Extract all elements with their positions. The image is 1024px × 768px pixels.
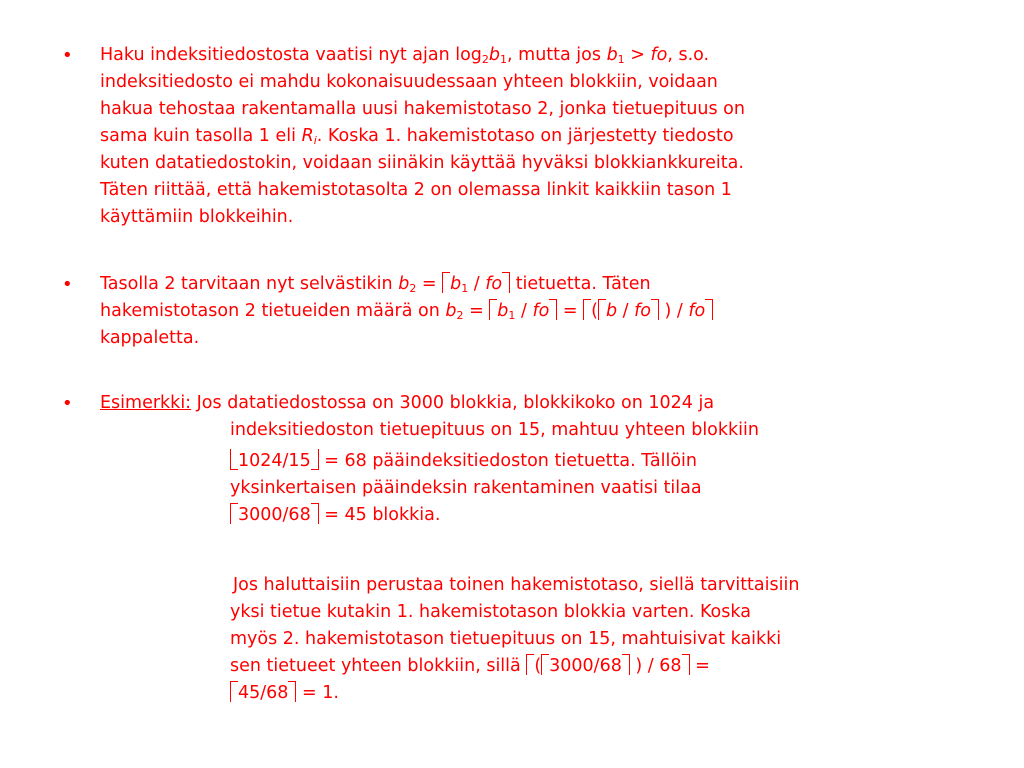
bullet-2-line-1 [100, 271, 980, 298]
bullet-1-line-3: hakua tehostaa rakentamalla uusi hakemistotaso 2, jonka tietuepituus on [100, 99, 745, 119]
text-segment: = 45 blokkia. [318, 505, 441, 525]
text-segment: sen tietueet yhteen blokkiin, sillä [230, 656, 527, 676]
math-var: fo [634, 301, 651, 321]
bullet-3-p2-line-2: yksi tietue kutakin 1. hakemistotason blokkia varten. Koska [230, 602, 751, 622]
bullet-3-p2-line-4 [230, 653, 990, 680]
subscript: 1 [617, 53, 625, 66]
math-var: b [606, 45, 618, 65]
ceil-right-bracket [549, 299, 557, 320]
ceil-left-bracket [442, 272, 450, 293]
subscript: 2 [456, 309, 464, 322]
bullet-marker: • [62, 45, 73, 66]
ceil-right-bracket [705, 299, 713, 320]
bullet-2-line-3: kappaletta. [100, 328, 200, 348]
text-segment: hakemistotason 2 tietueiden määrä on [100, 301, 446, 321]
text-segment: = 1. [296, 683, 339, 703]
example-label: Esimerkki: [100, 393, 192, 413]
bullet-1-line-2: indeksitiedosto ei mahdu kokonaisuudessaan yhteen blokkiin, voidaan [100, 72, 718, 92]
ceil-left-bracket [583, 299, 591, 320]
math-var: b [488, 45, 501, 65]
floor-right-bracket [311, 449, 319, 470]
ceil-right-bracket [288, 681, 296, 702]
text-segment: = [463, 301, 490, 321]
text-segment: ( [534, 656, 542, 676]
bullet-3-text [100, 390, 980, 703]
ceil-right-bracket [502, 272, 510, 293]
text-segment: Tasolla 2 tarvitaan nyt selvästikin [100, 274, 399, 294]
text-segment: = [416, 274, 443, 294]
bullet-marker: • [62, 393, 73, 414]
math-expr: 1024/15 [238, 451, 311, 471]
text-segment: / [515, 301, 533, 321]
bullet-1-line-7: käyttämiin blokkeihin. [100, 207, 294, 227]
ceil-left-bracket [598, 299, 606, 320]
subscript: i [313, 134, 317, 147]
bullet-2-line-2 [100, 298, 980, 325]
bullet-3-line-2: indeksitiedoston tietuepituus on 15, mahtuu yhteen blokkiin [230, 420, 759, 440]
ceil-left-bracket [230, 681, 238, 702]
ceil-right-bracket [311, 503, 319, 524]
subscript: 2 [409, 282, 417, 295]
bullet-3-p2-line-3: myös 2. hakemistotason tietuepituus on 15, mahtuisivat kaikki [230, 629, 782, 649]
math-var: b [450, 274, 462, 294]
text-segment: , s.o. [667, 45, 710, 65]
text-segment: Jos datatiedostossa on 3000 blokkia, blokkikoko on 1024 ja [191, 393, 715, 413]
bullet-3-line-5 [230, 502, 990, 529]
subscript: 2 [481, 53, 489, 66]
bullet-3-line-4: yksinkertaisen pääindeksin rakentaminen vaatisi tilaa [230, 478, 702, 498]
math-var: b [445, 301, 457, 321]
text-segment: / [468, 274, 486, 294]
bullet-3-p2-line-1: Jos haluttaisiin perustaa toinen hakemistotaso, siellä tarvittaisiin [233, 575, 800, 595]
text-segment: = [689, 656, 710, 676]
text-segment: sama kuin tasolla 1 eli [100, 126, 302, 146]
bullet-2-text [100, 271, 980, 352]
bullet-3-line-1 [100, 390, 980, 417]
text-segment: ( [591, 301, 598, 321]
math-var: b [398, 274, 410, 294]
bullet-1-line-4 [100, 123, 980, 150]
text-segment: Haku indeksitiedostosta vaatisi nyt ajan log [100, 45, 482, 65]
example-continuation [230, 417, 990, 529]
math-expr: 3000/68 [238, 505, 311, 525]
ceil-right-bracket [622, 654, 630, 675]
text-segment: , mutta jos [507, 45, 607, 65]
ceil-left-bracket [526, 654, 534, 675]
text-segment: = [557, 301, 584, 321]
bullet-1-line-6: Täten riittää, että hakemistotasolta 2 on olemassa linkit kaikkiin tason 1 [100, 180, 732, 200]
subscript: 1 [500, 53, 508, 66]
floor-left-bracket [230, 449, 238, 470]
text-segment: / [671, 301, 689, 321]
text-segment: > [624, 45, 651, 65]
text-segment: / [617, 301, 635, 321]
text-segment: tietuetta. Täten [510, 274, 651, 294]
ceil-right-bracket [682, 654, 690, 675]
math-var: b [605, 301, 618, 321]
bullet-1-text [100, 42, 980, 231]
math-var: R [301, 126, 314, 146]
math-var: fo [485, 274, 503, 294]
math-expr: 3000/68 [549, 656, 622, 676]
ceil-left-bracket [489, 299, 497, 320]
text-segment: ) / 68 [629, 656, 682, 676]
bullet-marker: • [62, 274, 73, 295]
text-segment: ) [658, 301, 672, 321]
math-var: fo [688, 301, 706, 321]
example-paragraph-2 [230, 572, 990, 707]
math-var: b [497, 301, 509, 321]
subscript: 1 [461, 282, 469, 295]
subscript: 1 [508, 309, 516, 322]
math-var: fo [532, 301, 550, 321]
ceil-left-bracket [230, 503, 238, 524]
bullet-3-line-3 [230, 448, 990, 475]
ceil-right-bracket [651, 299, 659, 320]
text-segment: . Koska 1. hakemistotaso on järjestetty tiedosto [316, 126, 734, 146]
text-segment: = 68 pääindeksitiedoston tietuetta. Tällöin [318, 451, 698, 471]
math-expr: 45/68 [238, 683, 289, 703]
ceil-left-bracket [541, 654, 549, 675]
bullet-3-p2-line-5 [230, 680, 990, 707]
bullet-1-line-5: kuten datatiedostokin, voidaan siinäkin käyttää hyväksi blokkiankkureita. [100, 153, 744, 173]
math-var: fo [650, 45, 668, 65]
bullet-1-line-1 [100, 42, 980, 69]
